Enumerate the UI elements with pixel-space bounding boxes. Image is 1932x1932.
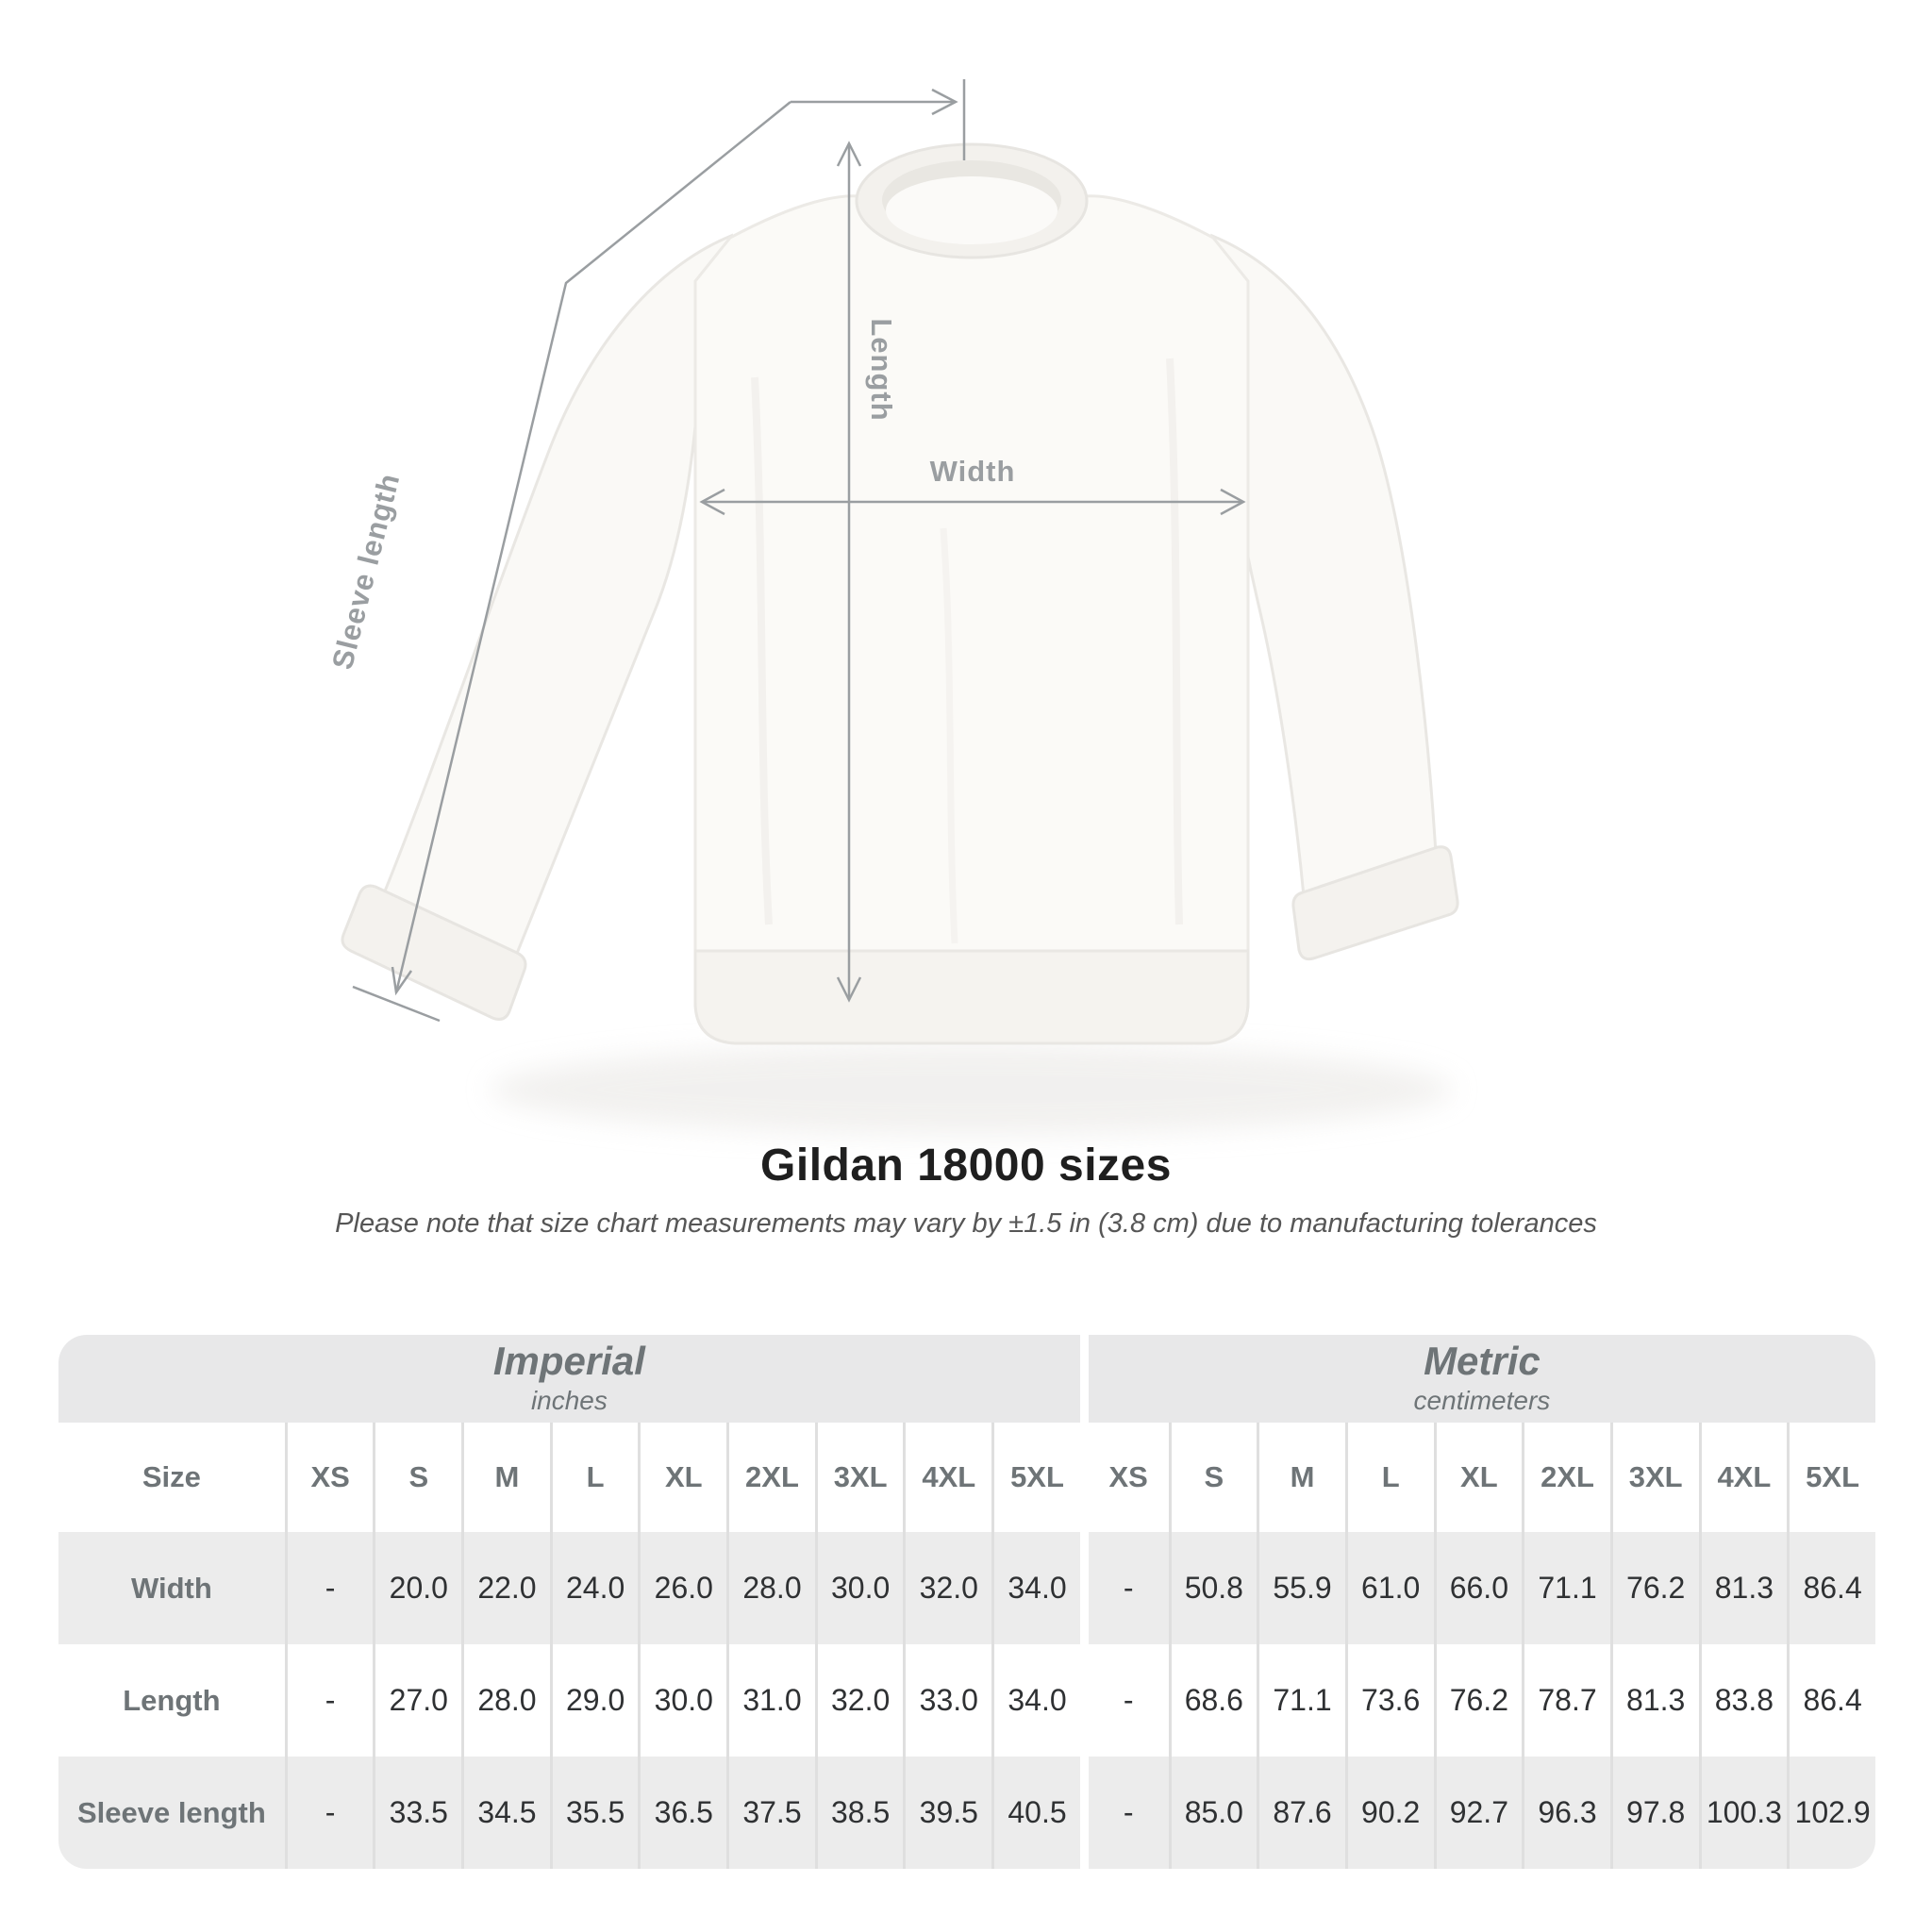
length-value-cell: 68.6 — [1169, 1644, 1257, 1757]
width-value-cell: 26.0 — [638, 1532, 726, 1644]
length-value-cell: 33.0 — [903, 1644, 991, 1757]
size-column-label: XL — [1434, 1423, 1523, 1532]
length-value-cell: 71.1 — [1257, 1644, 1345, 1757]
length-value-cell: - — [285, 1644, 374, 1757]
size-column-label: 4XL — [1699, 1423, 1788, 1532]
row-label-length: Length — [58, 1644, 285, 1757]
width-value-cell: 76.2 — [1610, 1532, 1699, 1644]
sleeve-value-cell: - — [285, 1757, 374, 1869]
row-label-sleeve-length: Sleeve length — [58, 1757, 285, 1869]
row-label-width: Width — [58, 1532, 285, 1644]
size-column-header: Size — [58, 1423, 285, 1532]
width-value-cell: 66.0 — [1434, 1532, 1523, 1644]
width-value-cell: 34.0 — [991, 1532, 1080, 1644]
size-column-label: L — [550, 1423, 639, 1532]
length-value-cell: 28.0 — [461, 1644, 550, 1757]
size-column-label: 3XL — [815, 1423, 904, 1532]
size-column-label: XL — [638, 1423, 726, 1532]
width-value-cell: 55.9 — [1257, 1532, 1345, 1644]
size-column-label: 3XL — [1610, 1423, 1699, 1532]
size-column-label: 2XL — [726, 1423, 815, 1532]
page-title: Gildan 18000 sizes — [760, 1141, 1172, 1191]
table-row-length — [58, 1644, 1875, 1757]
sleeve-value-cell: 92.7 — [1434, 1757, 1523, 1869]
length-value-cell: 34.0 — [991, 1644, 1080, 1757]
length-value-cell: 73.6 — [1345, 1644, 1434, 1757]
sleeve-value-cell: 85.0 — [1169, 1757, 1257, 1869]
sleeve-value-cell: 37.5 — [726, 1757, 815, 1869]
length-value-cell: 32.0 — [815, 1644, 904, 1757]
size-column-label: 4XL — [903, 1423, 991, 1532]
length-value-cell: - — [1080, 1644, 1169, 1757]
size-column-label: 5XL — [991, 1423, 1080, 1532]
sleeve-value-cell: 33.5 — [373, 1757, 461, 1869]
sweatshirt-image — [342, 144, 1457, 1135]
metric-label: Metric — [1424, 1339, 1541, 1384]
width-value-cell: 24.0 — [550, 1532, 639, 1644]
sleeve-value-cell: 34.5 — [461, 1757, 550, 1869]
sleeve-value-cell: 35.5 — [550, 1757, 639, 1869]
size-column-label: XS — [285, 1423, 374, 1532]
size-column-label: S — [1169, 1423, 1257, 1532]
heading-block — [0, 1140, 1932, 1240]
width-value-cell: - — [1080, 1532, 1169, 1644]
size-column-label: 5XL — [1787, 1423, 1875, 1532]
table-row-width — [58, 1532, 1875, 1644]
length-measure-label: Length — [865, 318, 898, 422]
length-value-cell: 31.0 — [726, 1644, 815, 1757]
size-header-row — [58, 1423, 1875, 1532]
length-value-cell: 83.8 — [1699, 1644, 1788, 1757]
sleeve-value-cell: 38.5 — [815, 1757, 904, 1869]
sleeve-value-cell: 90.2 — [1345, 1757, 1434, 1869]
sleeve-value-cell: 87.6 — [1257, 1757, 1345, 1869]
sleeve-value-cell: 39.5 — [903, 1757, 991, 1869]
size-column-label: M — [461, 1423, 550, 1532]
size-column-label: XS — [1080, 1423, 1169, 1532]
width-value-cell: 86.4 — [1787, 1532, 1875, 1644]
size-column-label: M — [1257, 1423, 1345, 1532]
width-value-cell: 61.0 — [1345, 1532, 1434, 1644]
length-value-cell: 86.4 — [1787, 1644, 1875, 1757]
sleeve-value-cell: 40.5 — [991, 1757, 1080, 1869]
sleeve-value-cell: - — [1080, 1757, 1169, 1869]
length-value-cell: 76.2 — [1434, 1644, 1523, 1757]
unit-band-row — [58, 1335, 1875, 1423]
width-value-cell: 71.1 — [1522, 1532, 1610, 1644]
sleeve-value-cell: 96.3 — [1522, 1757, 1610, 1869]
width-value-cell: 32.0 — [903, 1532, 991, 1644]
width-value-cell: 81.3 — [1699, 1532, 1788, 1644]
width-value-cell: 22.0 — [461, 1532, 550, 1644]
metric-band — [1080, 1335, 1875, 1423]
length-value-cell: 78.7 — [1522, 1644, 1610, 1757]
width-value-cell: 20.0 — [373, 1532, 461, 1644]
imperial-label: Imperial — [492, 1339, 645, 1384]
width-value-cell: 50.8 — [1169, 1532, 1257, 1644]
size-column-label: S — [373, 1423, 461, 1532]
length-value-cell: 81.3 — [1610, 1644, 1699, 1757]
sleeve-value-cell: 36.5 — [638, 1757, 726, 1869]
size-column-label: L — [1345, 1423, 1434, 1532]
sleeve-value-cell: 102.9 — [1787, 1757, 1875, 1869]
imperial-sublabel: inches — [530, 1386, 608, 1416]
sleeve-value-cell: 100.3 — [1699, 1757, 1788, 1869]
page-subtitle: Please note that size chart measurements may vary by ±1.5 in (3.8 cm) due to manufacturing tolerances — [335, 1208, 1597, 1239]
length-value-cell: 30.0 — [638, 1644, 726, 1757]
width-measure-label: Width — [929, 455, 1016, 488]
table-row-sleeve-length — [58, 1757, 1875, 1869]
length-value-cell: 27.0 — [373, 1644, 461, 1757]
size-column-label: 2XL — [1522, 1423, 1610, 1532]
width-value-cell: - — [285, 1532, 374, 1644]
length-value-cell: 29.0 — [550, 1644, 639, 1757]
size-table — [58, 1335, 1875, 1869]
width-value-cell: 28.0 — [726, 1532, 815, 1644]
sleeve-length-measure-label: Sleeve length — [325, 469, 407, 673]
width-value-cell: 30.0 — [815, 1532, 904, 1644]
metric-sublabel: centimeters — [1413, 1386, 1551, 1416]
imperial-band — [58, 1335, 1080, 1423]
sleeve-value-cell: 97.8 — [1610, 1757, 1699, 1869]
